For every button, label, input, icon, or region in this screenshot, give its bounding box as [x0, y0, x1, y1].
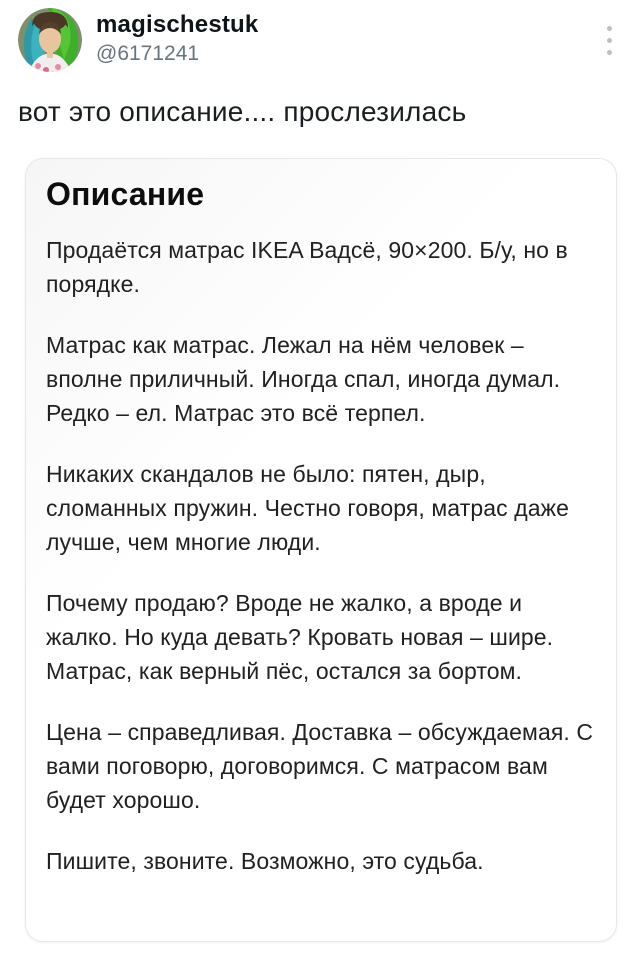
card-title: Описание: [46, 176, 205, 212]
author-block: [96, 8, 601, 67]
listing-description-card[interactable]: [25, 158, 617, 942]
author-name[interactable]: magischestuk: [96, 11, 259, 38]
tweet-header: [0, 0, 640, 72]
avatar[interactable]: [18, 8, 82, 72]
author-handle[interactable]: @6171241: [96, 42, 200, 65]
description-paragraph: Пишите, звоните. Возможно, это судьба.: [46, 848, 484, 874]
description-paragraph: Цена – справедливая. Доставка – обсуждаемая. С вами поговорю, договоримся. С матрасом вам будет хорошо.: [46, 719, 594, 813]
description-paragraph: Продаётся матрас IKEA Вадсё, 90×200. Б/у, но в порядке.: [46, 237, 568, 297]
more-options-button[interactable]: [601, 22, 618, 59]
description-paragraph: Никаких скандалов не было: пятен, дыр, сломанных пружин. Честно говоря, матрас даже лучше, чем многие люди.: [46, 461, 569, 555]
description-paragraph: Матрас как матрас. Лежал на нём человек – вполне приличный. Иногда спал, иногда думал. Редко – ел. Матрас это всё терпел.: [46, 332, 561, 426]
avatar-image: [18, 8, 82, 72]
description-paragraph: Почему продаю? Вроде не жалко, а вроде и жалко. Но куда девать? Кровать новая – шире. Матрас, как верный пёс, остался за бортом.: [46, 590, 554, 684]
tweet-text: вот это описание.... прослезилась: [18, 96, 467, 127]
